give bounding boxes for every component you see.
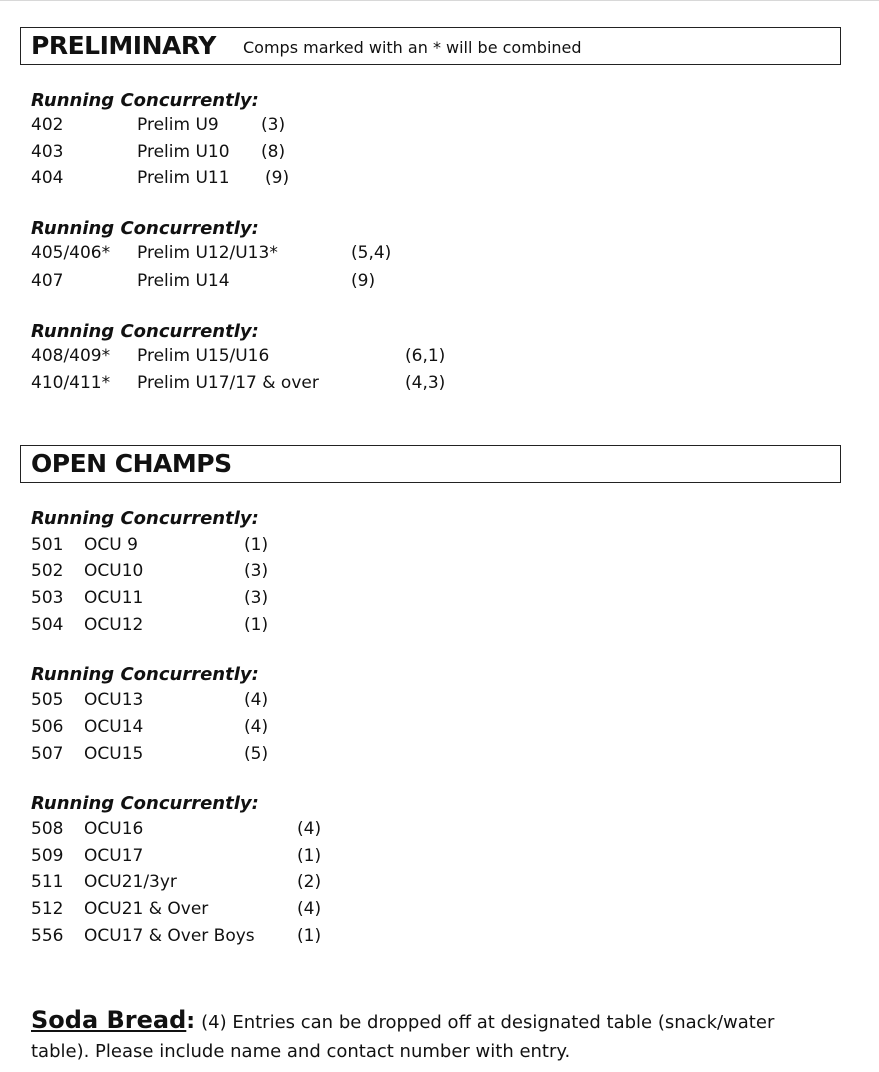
group-heading: Running Concurrently: <box>31 90 259 111</box>
comp-name: Prelim U15/U16 <box>137 346 270 366</box>
table-row <box>31 899 851 923</box>
comp-name: OCU12 <box>84 615 144 635</box>
table-row <box>31 271 851 295</box>
comp-name: OCU17 <box>84 846 144 866</box>
table-row <box>31 615 851 639</box>
entry-count: (4,3) <box>405 373 446 393</box>
comp-code: 410/411* <box>31 373 111 393</box>
table-row <box>31 846 851 870</box>
table-row <box>31 561 851 585</box>
comp-code: 405/406* <box>31 243 111 263</box>
entry-count: (4) <box>244 717 269 737</box>
soda-bread-text: Entries can be dropped off at designated table (snack/water table). Please include name and contact number with entry. <box>31 1012 775 1062</box>
entry-count: (6,1) <box>405 346 446 366</box>
comp-code: 512 <box>31 899 64 919</box>
comp-code: 508 <box>31 819 64 839</box>
comp-name: OCU17 & Over Boys <box>84 926 255 946</box>
entry-count: (4) <box>297 819 322 839</box>
table-row <box>31 717 851 741</box>
comp-name: OCU 9 <box>84 535 138 555</box>
comp-code: 403 <box>31 142 64 162</box>
comp-name: Prelim U9 <box>137 115 219 135</box>
entry-count: (1) <box>244 535 269 555</box>
open-champs-title: OPEN CHAMPS <box>31 449 232 478</box>
comp-name: Prelim U17/17 & over <box>137 373 319 393</box>
entry-count: (1) <box>297 846 322 866</box>
table-row <box>31 373 851 397</box>
comp-name: Prelim U12/U13* <box>137 243 278 263</box>
soda-bread-colon: : <box>186 1009 196 1034</box>
combined-note: Comps marked with an * will be combined <box>243 38 582 57</box>
comp-code: 408/409* <box>31 346 111 366</box>
comp-code: 504 <box>31 615 64 635</box>
group-heading: Running Concurrently: <box>31 508 259 529</box>
entry-count: (4) <box>244 690 269 710</box>
comp-name: Prelim U14 <box>137 271 230 291</box>
table-row <box>31 744 851 768</box>
entry-count: (3) <box>261 115 286 135</box>
table-row <box>31 872 851 896</box>
preliminary-title: PRELIMINARY <box>31 31 216 60</box>
table-row <box>31 115 851 139</box>
comp-code: 505 <box>31 690 64 710</box>
comp-name: Prelim U11 <box>137 168 230 188</box>
comp-code: 402 <box>31 115 64 135</box>
comp-code: 503 <box>31 588 64 608</box>
comp-code: 506 <box>31 717 64 737</box>
entry-count: (8) <box>261 142 286 162</box>
preliminary-header <box>20 27 841 65</box>
comp-code: 507 <box>31 744 64 764</box>
entry-count: (4) <box>297 899 322 919</box>
table-row <box>31 243 851 267</box>
comp-code: 502 <box>31 561 64 581</box>
comp-name: OCU21 & Over <box>84 899 209 919</box>
table-row <box>31 588 851 612</box>
table-row <box>31 926 851 950</box>
comp-name: OCU11 <box>84 588 144 608</box>
comp-name: OCU13 <box>84 690 144 710</box>
soda-bread-count: (4) <box>201 1012 227 1033</box>
table-row <box>31 142 851 166</box>
comp-code: 407 <box>31 271 64 291</box>
table-row <box>31 346 851 370</box>
soda-bread-label: Soda Bread <box>31 1006 187 1034</box>
table-row <box>31 535 851 559</box>
table-row <box>31 168 851 192</box>
entry-count: (9) <box>351 271 376 291</box>
soda-bread-note <box>31 1006 831 1066</box>
comp-name: OCU21/3yr <box>84 872 177 892</box>
entry-count: (2) <box>297 872 322 892</box>
comp-name: OCU15 <box>84 744 144 764</box>
comp-name: OCU10 <box>84 561 144 581</box>
comp-code: 556 <box>31 926 64 946</box>
comp-code: 511 <box>31 872 64 892</box>
entry-count: (9) <box>265 168 290 188</box>
comp-name: Prelim U10 <box>137 142 230 162</box>
top-divider <box>0 0 879 1</box>
open-champs-header <box>20 445 841 483</box>
comp-name: OCU14 <box>84 717 144 737</box>
table-row <box>31 690 851 714</box>
table-row <box>31 819 851 843</box>
comp-code: 509 <box>31 846 64 866</box>
group-heading: Running Concurrently: <box>31 664 259 685</box>
group-heading: Running Concurrently: <box>31 321 259 342</box>
group-heading: Running Concurrently: <box>31 218 259 239</box>
entry-count: (5,4) <box>351 243 392 263</box>
comp-code: 501 <box>31 535 64 555</box>
entry-count: (1) <box>244 615 269 635</box>
entry-count: (1) <box>297 926 322 946</box>
comp-name: OCU16 <box>84 819 144 839</box>
entry-count: (5) <box>244 744 269 764</box>
entry-count: (3) <box>244 588 269 608</box>
comp-code: 404 <box>31 168 64 188</box>
entry-count: (3) <box>244 561 269 581</box>
group-heading: Running Concurrently: <box>31 793 259 814</box>
